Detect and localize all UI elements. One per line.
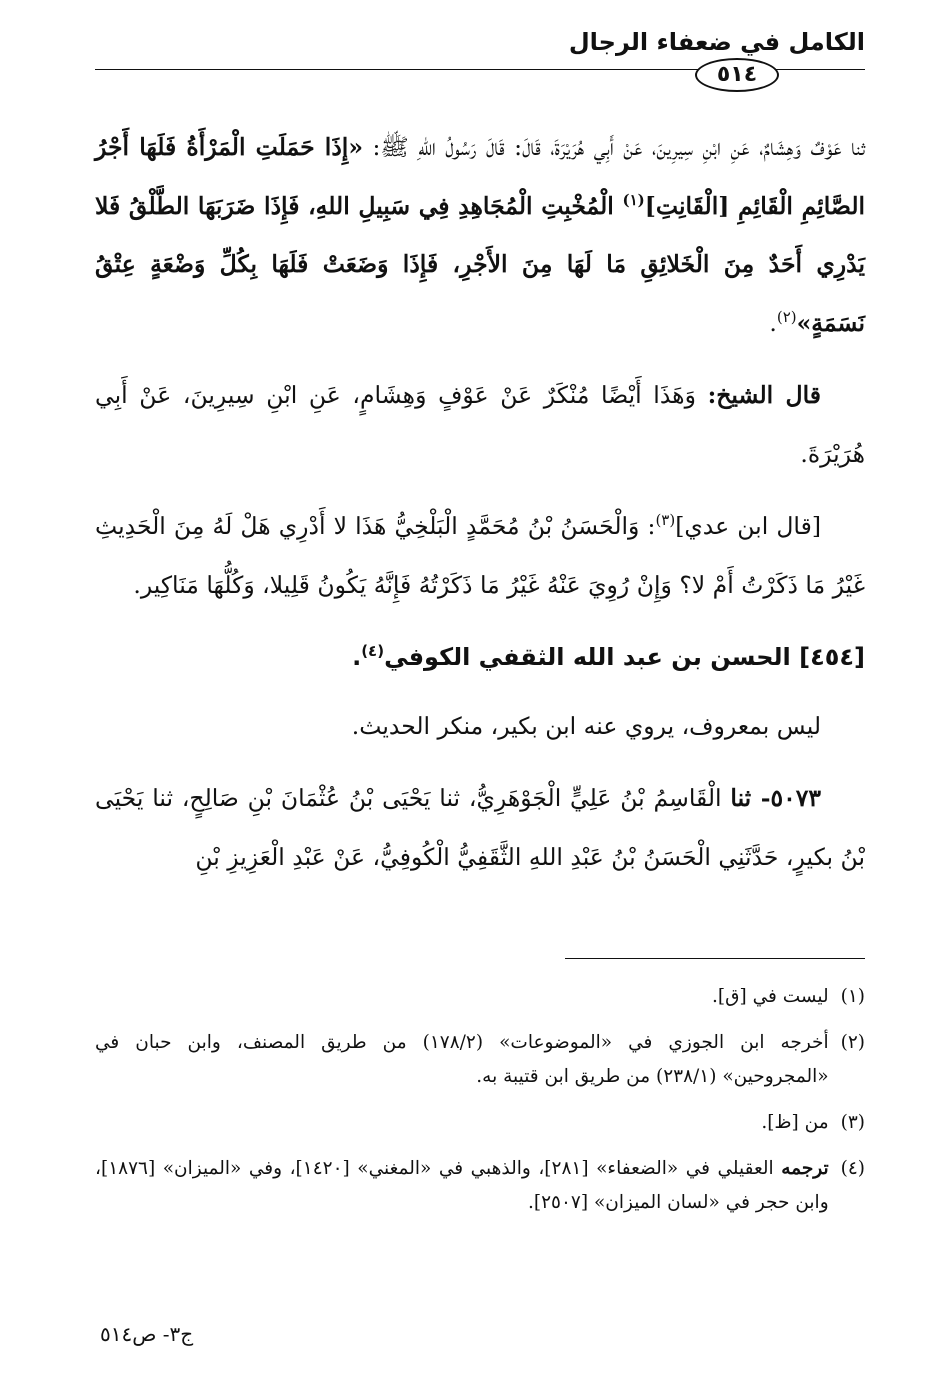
ibn-adi-label: [قال ابن عدي] — [675, 512, 821, 540]
footnote-number: (١) — [840, 986, 865, 1007]
footnote-number: (٤) — [840, 1158, 865, 1179]
hadith-number: ٥٠٧٣- ثنا — [730, 784, 821, 812]
hadith-matn: «إِذَا حَمَلَتِ الْمَرْأَةُ فَلَهَا أَجْرُ الصَّائِمِ الْقَائِمِ [الْقَانِتِ]$^{(١)}$ الْمُخْبِتِ الْمُجَاهِدِ فِي سَبِيلِ اللهِ، فَإِذَا ضَرَبَهَا الطَّلْقُ فَلا يَدْرِي أَحَدٌ مِنَ الْخَلائِقِ مَا لَهَا مِنَ الأَجْرِ، فَإِذَا وَضَعَتْ فَلَهَا بِكُلِّ وَضْعَةٍ عِتْقُ نَسَمَةٍ» — [95, 133, 866, 337]
entry-title: [٤٥٤] الحسن بن عبد الله الثقفي الكوفي — [384, 643, 865, 671]
main-text — [95, 118, 865, 900]
footnote-ref-1[interactable]: (١) — [622, 190, 645, 209]
footnote-separator — [565, 958, 865, 959]
footnote-number: (٢) — [840, 1032, 865, 1053]
isnad-text: ثنا عَوْفٌ وَهِشَامٌ، عَنِ ابْنِ سِيرِينَ، عَنْ أَبِي هُرَيْرَةَ، قَالَ: قَالَ رَسُولُ اللهِ ﷺ: — [372, 133, 865, 161]
footnote-text: ليست في [ق]. — [712, 986, 829, 1007]
footnote-text: من [ظ]. — [761, 1112, 829, 1133]
footnote-1 — [95, 980, 865, 1014]
footnote-text: أخرجه ابن الجوزي في «الموضوعات» (١٧٨/٢) من طريق المصنف، وابن حبان في «المجروحين» (٢٣٨/١) من طريق ابن قتيبة به. — [95, 1032, 829, 1087]
footnote-4 — [95, 1152, 865, 1220]
ibn-adi-text: : وَالْحَسَنُ بْنُ مُحَمَّدٍ الْبَلْخِيُّ هَذَا لا أَدْرِي هَلْ لَهُ مِنَ الْحَدِيثِ غَيْرُ مَا ذَكَرْتُ أَمْ لا؟ وَإِنْ رُوِيَ عَنْهُ غَيْرُ مَا ذَكَرْتُهُ فَإِنَّهُ يَكُونُ قَلِيلا، وَكُلُّهَا مَنَاكِير. — [95, 512, 865, 599]
footnote-ref-3[interactable]: (٣) — [655, 511, 676, 530]
entry-heading: [٤٥٤] الحسن بن عبد الله الثقفي الكوفي$^{(٤)}$. — [352, 642, 865, 671]
page-number: ٥١٤ — [695, 58, 779, 92]
footnote-lead: ترجمه — [781, 1158, 829, 1179]
footnote-ref-4[interactable]: (٤) — [361, 642, 385, 660]
hadith-5073-text: الْقَاسِمُ بْنُ عَلِيٍّ الْجَوْهَرِيُّ، ثنا يَحْيَى بْنُ عُثْمَانَ بْنِ صَالِحٍ، ثنا يَحْيَى بْنُ بكيرٍ، حَدَّثَنِي الْحَسَنُ بْنُ عَبْدِ اللهِ الثَّقَفِيُّ الْكُوفِيُّ، عَنْ عَبْدِ الْعَزِيزِ بْنِ — [95, 784, 865, 871]
footnote-text: العقيلي في «الضعفاء» [٢٨١]، والذهبي في «المغني» [١٤٢٠]، وفي «الميزان» [١٨٧٦]، وابن حجر في «لسان الميزان» [٢٥٠٧]. — [95, 1158, 829, 1213]
footnote-3 — [95, 1106, 865, 1140]
hadith-paragraph: ثنا عَوْفٌ وَهِشَامٌ، عَنِ ابْنِ سِيرِينَ، عَنْ أَبِي هُرَيْرَةَ، قَالَ: قَالَ رَسُولُ اللهِ ﷺ: «إِذَا حَمَلَتِ الْمَرْأَةُ فَلَهَا أَجْرُ الصَّائِمِ الْقَائِمِ [الْقَانِتِ]$^{(١)}$ الْمُخْبِتِ الْمُجَاهِدِ فِي سَبِيلِ اللهِ، فَإِذَا ضَرَبَهَا الطَّلْقُ فَلا يَدْرِي أَحَدٌ مِنَ الْخَلائِقِ مَا لَهَا مِنَ الأَجْرِ، فَإِذَا وَضَعَتْ فَلَهَا بِكُلِّ وَضْعَةٍ عِتْقُ نَسَمَةٍ»$^{(٢)}$. — [95, 133, 866, 337]
folio-reference: ج٣- ص٥١٤ — [100, 1322, 194, 1346]
sheikh-label: قال الشيخ: — [707, 381, 821, 409]
page-header — [95, 28, 865, 88]
footnote-2 — [95, 1026, 865, 1094]
sheikh-comment-text: وَهَذَا أَيْضًا مُنْكَرٌ عَنْ عَوْفٍ وَهِشَامٍ، عَنِ ابْنِ سِيرِينَ، عَنْ أَبِي هُرَيْرَةَ. — [95, 381, 865, 468]
footnotes — [95, 980, 865, 1232]
footnote-ref-2[interactable]: (٢) — [776, 307, 797, 326]
hadith-5073-paragraph — [95, 769, 865, 886]
book-title: الكامل في ضعفاء الرجال — [568, 28, 865, 56]
footnote-number: (٣) — [840, 1112, 865, 1133]
ibn-adi-paragraph — [95, 497, 865, 614]
entry-description: ليس بمعروف، يروي عنه ابن بكير، منكر الحديث. — [351, 711, 821, 740]
sheikh-comment-paragraph — [95, 366, 865, 483]
